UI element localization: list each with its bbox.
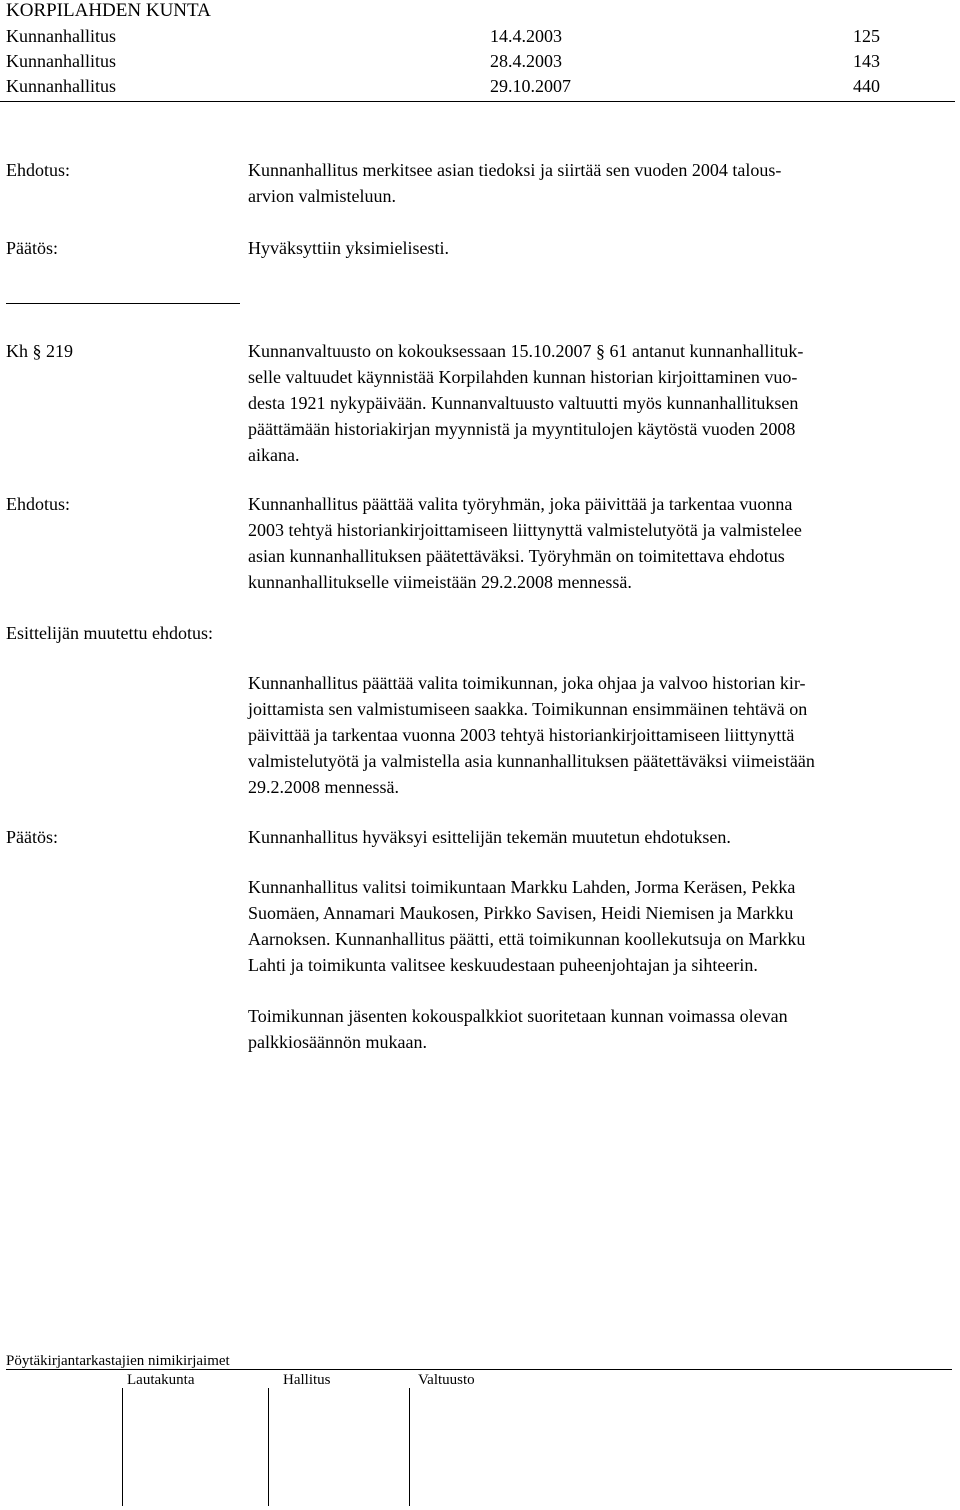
kh219-text: [248, 338, 953, 468]
section-divider: [6, 303, 240, 304]
footer-column-label: Lautakunta: [127, 1372, 195, 1388]
text-line: Kunnanhallitus päättää valita toimikunnan, joka ohjaa ja valvoo historian kir-: [248, 673, 806, 693]
text-line: päivittää ja tarkentaa vuonna 2003 tehtyä historiankirjoittamiseen liittynyttä: [248, 725, 795, 745]
text-line: 2003 tehtyä historiankirjoittamiseen liittynyttä valmistelutyötä ja valmistelee: [248, 520, 802, 540]
header-row-date: 14.4.2003: [490, 26, 562, 46]
header-row-body: Kunnanhallitus: [6, 51, 116, 71]
footer-column-label: Hallitus: [283, 1372, 331, 1388]
text-line: Suomäen, Annamari Maukosen, Pirkko Savisen, Heidi Niemisen ja Markku: [248, 903, 794, 923]
section-number-label: Kh § 219: [6, 341, 73, 361]
footer-title: Pöytäkirjantarkastajien nimikirjaimet: [6, 1353, 230, 1369]
text-line: palkkiosäännön mukaan.: [248, 1032, 427, 1052]
text-line: Kunnanvaltuusto on kokouksessaan 15.10.2007 § 61 antanut kunnanhallituk-: [248, 341, 804, 361]
ehdotus-label: Ehdotus:: [6, 494, 71, 514]
text-line: päättämään historiakirjan myynnistä ja myyntitulojen käytöstä vuoden 2008: [248, 419, 796, 439]
text-line: Toimikunnan jäsenten kokouspalkkiot suoritetaan kunnan voimassa olevan: [248, 1006, 788, 1026]
header-row-body: Kunnanhallitus: [6, 26, 116, 46]
footer-column-label: Valtuusto: [418, 1372, 475, 1388]
footer-divider: [6, 1369, 952, 1370]
text-line: aikana.: [248, 445, 300, 465]
paatos-paragraph: [248, 874, 953, 978]
muutettu-ehdotus-text: [248, 670, 953, 800]
text-line: 29.2.2008 mennessä.: [248, 777, 399, 797]
header-row-date: 29.10.2007: [490, 76, 571, 96]
paatos-label: Päätös:: [6, 827, 58, 847]
ehdotus-text: [248, 157, 953, 209]
text-line: Lahti ja toimikunta valitsee keskuudestaan puheenjohtajan ja sihteerin.: [248, 955, 758, 975]
muutettu-ehdotus-label: Esittelijän muutettu ehdotus:: [6, 623, 213, 643]
signature-box-line: [409, 1388, 410, 1506]
header-divider: [0, 101, 955, 102]
header-row-number: 440: [853, 76, 880, 96]
paatos-text: Kunnanhallitus hyväksyi esittelijän tekemän muutetun ehdotuksen.: [248, 827, 731, 847]
organization-name: KORPILAHDEN KUNTA: [6, 0, 211, 21]
text-line: Kunnanhallitus valitsi toimikuntaan Markku Lahden, Jorma Keräsen, Pekka: [248, 877, 796, 897]
text-line: Kunnanhallitus päättää valita työryhmän, joka päivittää ja tarkentaa vuonna: [248, 494, 793, 514]
header-row-number: 125: [853, 26, 880, 46]
text-line: arvion valmisteluun.: [248, 186, 396, 206]
text-line: Kunnanhallitus merkitsee asian tiedoksi ja siirtää sen vuoden 2004 talous-: [248, 160, 782, 180]
signature-box-line: [268, 1388, 269, 1506]
paatos-text: Hyväksyttiin yksimielisesti.: [248, 238, 449, 258]
text-line: desta 1921 nykypäivään. Kunnanvaltuusto valtuutti myös kunnanhallituksen: [248, 393, 799, 413]
header-row-date: 28.4.2003: [490, 51, 562, 71]
ehdotus-label: Ehdotus:: [6, 160, 71, 180]
signature-box-line: [122, 1388, 123, 1506]
header-row-body: Kunnanhallitus: [6, 76, 116, 96]
paatos-label: Päätös:: [6, 238, 58, 258]
text-line: joittamista sen valmistumiseen saakka. Toimikunnan ensimmäinen tehtävä on: [248, 699, 808, 719]
text-line: asian kunnanhallituksen päätettäväksi. Työryhmän on toimitettava ehdotus: [248, 546, 785, 566]
text-line: selle valtuudet käynnistää Korpilahden kunnan historian kirjoittaminen vuo-: [248, 367, 798, 387]
header-row-number: 143: [853, 51, 880, 71]
text-line: kunnanhallitukselle viimeistään 29.2.2008 mennessä.: [248, 572, 632, 592]
text-line: Aarnoksen. Kunnanhallitus päätti, että toimikunnan koollekutsuja on Markku: [248, 929, 806, 949]
paatos-paragraph: [248, 1003, 953, 1055]
text-line: valmistelutyötä ja valmistella asia kunnanhallituksen päätettäväksi viimeistään: [248, 751, 815, 771]
ehdotus-text: [248, 491, 953, 595]
